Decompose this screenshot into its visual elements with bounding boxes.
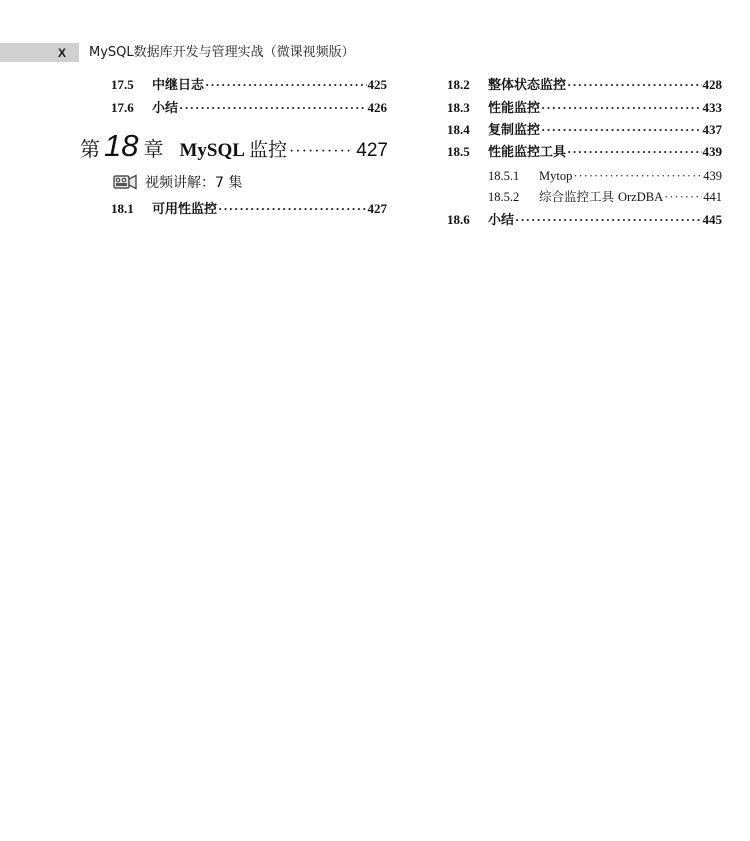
toc-entry-18-5-1[interactable] (488, 166, 722, 186)
toc-entry-number: 18.3 (447, 100, 470, 115)
chapter-suffix: 章 (143, 137, 164, 161)
toc-entry-number: 18.4 (447, 122, 470, 137)
toc-entry-17-5[interactable] (111, 75, 387, 95)
toc-entry-page: 445 (702, 212, 722, 227)
toc-entry-page: 439 (703, 169, 722, 183)
chapter-page: 427 (356, 140, 388, 161)
toc-entry-title: 综合监控工具 OrzDBA (539, 189, 664, 204)
toc-entry-number: 18.2 (447, 77, 470, 92)
toc-entry-title: 性能监控工具 (488, 145, 567, 160)
leader-dots (664, 187, 702, 207)
page-number: X (58, 46, 67, 60)
leader-dots (541, 120, 701, 140)
toc-entry-18-2[interactable] (447, 75, 722, 95)
leader-dots (573, 166, 702, 186)
toc-entry-page: 437 (702, 122, 722, 137)
toc-entry-number: 18.5 (447, 144, 470, 159)
chapter-number: 18 (104, 128, 139, 163)
toc-entry-number: 17.6 (111, 100, 134, 115)
chapter-title-latin: MySQL (179, 140, 245, 161)
toc-entry-number: 18.6 (447, 212, 470, 227)
toc-entry-title: 小结 (152, 101, 179, 116)
toc-entry-18-6[interactable] (447, 210, 722, 230)
toc-entry-17-6[interactable] (111, 98, 387, 118)
toc-entry-title: 中继日志 (152, 78, 205, 93)
header-page-tab (0, 43, 79, 62)
toc-entry-number: 18.5.2 (488, 190, 520, 204)
video-note (113, 171, 242, 193)
toc-entry-number: 17.5 (111, 77, 134, 92)
toc-entry-number: 18.5.1 (488, 169, 520, 183)
running-header-title: MySQL数据库开发与管理实战（微课视频版） (89, 45, 355, 60)
toc-entry-page: 427 (367, 201, 387, 216)
leader-dots (205, 75, 366, 95)
toc-entry-page: 428 (702, 77, 722, 92)
toc-entry-page: 426 (367, 100, 387, 115)
toc-entry-number: 18.1 (111, 201, 134, 216)
toc-entry-18-5-2[interactable] (488, 187, 722, 207)
toc-entry-18-5[interactable] (447, 142, 722, 162)
toc-entry-page: 439 (702, 144, 722, 159)
toc-entry-title: Mytop (539, 169, 573, 183)
toc-entry-page: 433 (702, 100, 722, 115)
leader-dots (515, 210, 701, 230)
leader-dots (289, 143, 354, 161)
leader-dots (179, 98, 366, 118)
toc-entry-page: 441 (703, 190, 722, 204)
video-note-label: 视频讲解：7 集 (145, 175, 243, 191)
chapter-title-cjk: 监控 (248, 139, 287, 161)
toc-entry-title: 小结 (488, 213, 515, 228)
leader-dots (567, 142, 701, 162)
toc-entry-18-3[interactable] (447, 98, 722, 118)
leader-dots (218, 199, 366, 219)
chapter-prefix: 第 (80, 137, 100, 161)
leader-dots (567, 75, 701, 95)
toc-entry-title: 性能监控 (488, 101, 541, 116)
chapter-18-heading[interactable] (80, 128, 388, 168)
leader-dots (541, 98, 701, 118)
video-camera-icon (113, 173, 137, 191)
toc-entry-title: 整体状态监控 (488, 78, 567, 93)
toc-entry-title: 复制监控 (488, 123, 541, 138)
toc-entry-18-1[interactable] (111, 199, 387, 219)
toc-entry-18-4[interactable] (447, 120, 722, 140)
toc-entry-page: 425 (367, 77, 387, 92)
toc-entry-title: 可用性监控 (152, 202, 218, 217)
